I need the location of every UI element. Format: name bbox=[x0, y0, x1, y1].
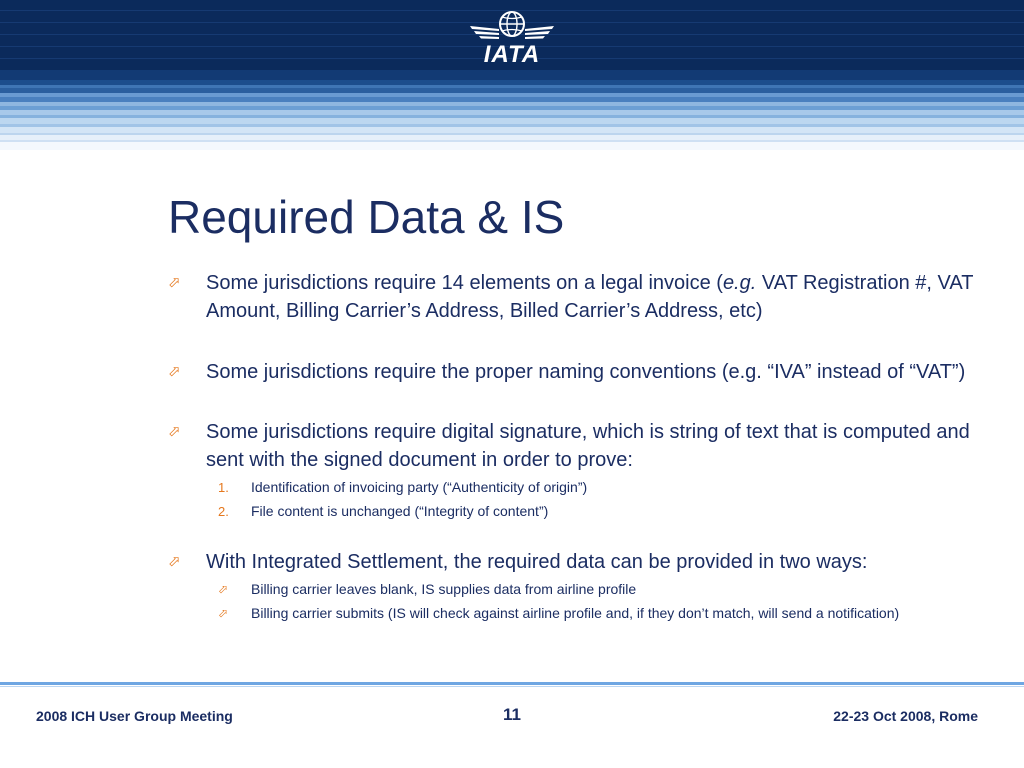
sub-item-text: Identification of invoicing party (“Authenticity of origin”) bbox=[251, 479, 588, 495]
slide-title: Required Data & IS bbox=[168, 191, 565, 243]
arrow-up-right-icon: ⬀ bbox=[168, 274, 181, 291]
sub-item-text: File content is unchanged (“Integrity of content”) bbox=[251, 503, 549, 519]
footer-date-location: 22-23 Oct 2008, Rome bbox=[833, 708, 978, 724]
arrow-up-right-icon: ⬀ bbox=[168, 363, 181, 380]
arrow-up-right-icon: ⬀ bbox=[218, 582, 229, 596]
bullet-text: With Integrated Settlement, the required data can be provided in two ways: bbox=[206, 551, 868, 573]
arrow-up-right-icon: ⬀ bbox=[168, 423, 181, 440]
footer-rule-thin bbox=[0, 686, 1024, 687]
bullet-text: Some jurisdictions require digital signature, which is string of text that is computed and sent with the signed document in order to prove: bbox=[206, 421, 970, 471]
list-number: 2. bbox=[218, 504, 229, 519]
page-number: 11 bbox=[503, 705, 521, 724]
logo-wordmark: IATA bbox=[483, 41, 541, 68]
sub-item-text: Billing carrier leaves blank, IS supplies data from airline profile bbox=[251, 581, 637, 597]
sub-item-text: Billing carrier submits (IS will check against airline profile and, if they don’t match, will send a notification) bbox=[251, 605, 900, 621]
bullet-text: Some jurisdictions require the proper naming conventions (e.g. “IVA” instead of “VAT”) bbox=[206, 361, 966, 383]
bullet-text: Some jurisdictions require 14 elements on a legal invoice (e.g. VAT Registration #, VAT Amount, Billing Carrier’s Address, Billed Carrier’s Address, etc) bbox=[206, 272, 974, 322]
footer-rule bbox=[0, 682, 1024, 685]
arrow-up-right-icon: ⬀ bbox=[168, 553, 181, 570]
list-number: 1. bbox=[218, 480, 229, 495]
footer-event: 2008 ICH User Group Meeting bbox=[36, 708, 233, 724]
arrow-up-right-icon: ⬀ bbox=[218, 606, 229, 620]
